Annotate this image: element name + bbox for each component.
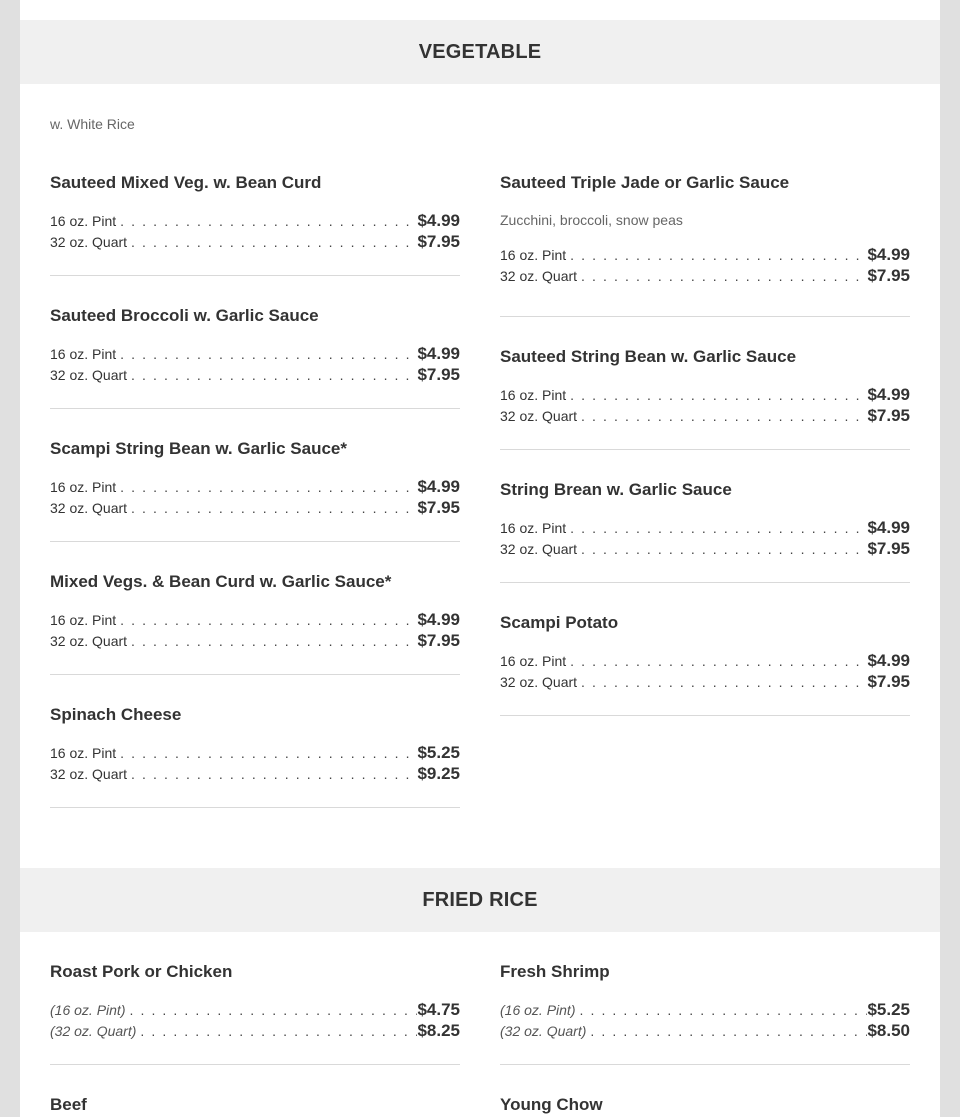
price-list: [500, 385, 910, 427]
price: $4.99: [417, 211, 460, 230]
price-row[interactable]: [50, 498, 460, 519]
price-row[interactable]: [500, 651, 910, 672]
price-row[interactable]: [50, 1021, 460, 1042]
price-row[interactable]: [500, 518, 910, 539]
price-list: [50, 477, 460, 519]
dot-leader: [120, 745, 417, 761]
size-label: 16 oz. Pint: [50, 479, 117, 495]
item-name: Spinach Cheese: [50, 705, 182, 724]
price: $7.95: [867, 266, 910, 285]
dot-leader: [131, 766, 417, 782]
price-row[interactable]: [500, 266, 910, 287]
section-header-fried-rice: [20, 868, 940, 932]
menu-item[interactable]: [50, 173, 460, 253]
price-list: [500, 518, 910, 560]
price-row[interactable]: [500, 1021, 910, 1042]
price-row[interactable]: [50, 764, 460, 785]
dot-leader: [581, 268, 867, 284]
dot-leader: [590, 1023, 867, 1039]
item-divider: [50, 275, 460, 276]
price-row[interactable]: [50, 365, 460, 386]
size-label: 16 oz. Pint: [500, 387, 567, 403]
price-list: [50, 1000, 460, 1042]
item-divider: [500, 449, 910, 450]
item-divider: [500, 316, 910, 317]
dot-leader: [581, 408, 867, 424]
dot-leader: [131, 500, 417, 516]
price: $4.99: [867, 245, 910, 264]
size-label: 16 oz. Pint: [500, 653, 567, 669]
price-row[interactable]: [50, 477, 460, 498]
item-divider: [50, 408, 460, 409]
menu-item[interactable]: [50, 705, 460, 785]
price: $9.25: [417, 764, 460, 783]
item-divider: [500, 715, 910, 716]
price-row[interactable]: [500, 245, 910, 266]
dot-leader: [131, 633, 417, 649]
price: $7.95: [417, 365, 460, 384]
price: $7.95: [867, 406, 910, 425]
size-label: 32 oz. Quart: [500, 541, 578, 557]
item-divider: [500, 1064, 910, 1065]
size-label: 32 oz. Quart: [500, 268, 578, 284]
size-label: 32 oz. Quart: [50, 633, 128, 649]
price: $7.95: [867, 672, 910, 691]
dot-leader: [570, 247, 867, 263]
menu-item[interactable]: [500, 173, 910, 287]
menu-item[interactable]: [50, 306, 460, 386]
size-label: 32 oz. Quart: [500, 408, 578, 424]
menu-item[interactable]: [50, 439, 460, 519]
size-label: 16 oz. Pint: [50, 745, 117, 761]
menu-item[interactable]: [50, 962, 460, 1042]
dot-leader: [579, 1002, 867, 1018]
price-list: [50, 211, 460, 253]
price-row[interactable]: [500, 672, 910, 693]
price-row[interactable]: [50, 631, 460, 652]
price-row[interactable]: [50, 344, 460, 365]
price-row[interactable]: [500, 1000, 910, 1021]
price-row[interactable]: [50, 610, 460, 631]
section-title: VEGETABLE: [418, 40, 542, 63]
size-label: 32 oz. Quart: [50, 766, 128, 782]
price: $4.99: [867, 385, 910, 404]
price: $4.99: [417, 477, 460, 496]
size-label: (16 oz. Pint): [50, 1002, 126, 1018]
price: $7.95: [417, 631, 460, 650]
price: $4.99: [867, 518, 910, 537]
item-name: Sauteed Broccoli w. Garlic Sauce: [50, 306, 319, 325]
menu-item[interactable]: [500, 347, 910, 427]
dot-leader: [131, 234, 417, 250]
size-label: 32 oz. Quart: [500, 674, 578, 690]
item-name: Sauteed Mixed Veg. w. Bean Curd: [50, 173, 322, 192]
price-row[interactable]: [500, 406, 910, 427]
price-list: [500, 1000, 910, 1042]
item-divider: [50, 807, 460, 808]
price-list: [500, 651, 910, 693]
dot-leader: [570, 520, 867, 536]
menu-item[interactable]: [500, 1095, 910, 1115]
section-title: FRIED RICE: [422, 888, 538, 911]
price: $7.95: [417, 498, 460, 517]
price: $5.25: [417, 743, 460, 762]
size-label: 32 oz. Quart: [50, 500, 128, 516]
price-list: [50, 344, 460, 386]
section-header-vegetable: [20, 20, 940, 84]
price-row[interactable]: [50, 1000, 460, 1021]
menu-page: [20, 0, 940, 1117]
price: $4.75: [417, 1000, 460, 1019]
dot-leader: [120, 346, 417, 362]
item-name: Mixed Vegs. & Bean Curd w. Garlic Sauce*: [50, 572, 392, 591]
size-label: 32 oz. Quart: [50, 367, 128, 383]
item-divider: [50, 541, 460, 542]
item-name: String Brean w. Garlic Sauce: [500, 480, 732, 499]
item-name: Roast Pork or Chicken: [50, 962, 233, 981]
price-row[interactable]: [500, 539, 910, 560]
menu-item[interactable]: [500, 480, 910, 560]
dot-leader: [120, 213, 417, 229]
price: $7.95: [417, 232, 460, 251]
price: $7.95: [867, 539, 910, 558]
price-row[interactable]: [50, 743, 460, 764]
item-name: Sauteed Triple Jade or Garlic Sauce: [500, 173, 790, 192]
price: $8.25: [417, 1021, 460, 1040]
item-name: Scampi Potato: [500, 613, 619, 632]
item-description: Zucchini, broccoli, snow peas: [500, 212, 683, 228]
size-label: (32 oz. Quart): [500, 1023, 587, 1039]
item-name: Sauteed String Bean w. Garlic Sauce: [500, 347, 797, 366]
menu-item[interactable]: [500, 962, 910, 1042]
price: $4.99: [867, 651, 910, 670]
price: $4.99: [417, 610, 460, 629]
price-list: [500, 245, 910, 287]
dot-leader: [570, 653, 867, 669]
dot-leader: [120, 479, 417, 495]
item-name: Beef: [50, 1095, 87, 1114]
price-list: [50, 743, 460, 785]
price-row[interactable]: [50, 232, 460, 253]
menu-item[interactable]: [50, 1095, 460, 1115]
dot-leader: [570, 387, 867, 403]
price: $4.99: [417, 344, 460, 363]
size-label: (16 oz. Pint): [500, 1002, 576, 1018]
price-row[interactable]: [50, 211, 460, 232]
dot-leader: [129, 1002, 417, 1018]
size-label: 16 oz. Pint: [50, 612, 117, 628]
item-name: Fresh Shrimp: [500, 962, 610, 981]
item-name: Scampi String Bean w. Garlic Sauce*: [50, 439, 347, 458]
dot-leader: [581, 674, 867, 690]
size-label: 16 oz. Pint: [500, 247, 567, 263]
price-row[interactable]: [500, 385, 910, 406]
item-divider: [50, 1064, 460, 1065]
item-name: Young Chow: [500, 1095, 603, 1114]
size-label: (32 oz. Quart): [50, 1023, 137, 1039]
size-label: 16 oz. Pint: [50, 213, 117, 229]
section-note: w. White Rice: [50, 116, 135, 132]
menu-item[interactable]: [50, 572, 460, 652]
price: $8.50: [867, 1021, 910, 1040]
dot-leader: [131, 367, 417, 383]
price-list: [50, 610, 460, 652]
size-label: 16 oz. Pint: [500, 520, 567, 536]
dot-leader: [140, 1023, 417, 1039]
menu-item[interactable]: [500, 613, 910, 693]
dot-leader: [120, 612, 417, 628]
size-label: 32 oz. Quart: [50, 234, 128, 250]
item-divider: [50, 674, 460, 675]
item-divider: [500, 582, 910, 583]
size-label: 16 oz. Pint: [50, 346, 117, 362]
dot-leader: [581, 541, 867, 557]
price: $5.25: [867, 1000, 910, 1019]
